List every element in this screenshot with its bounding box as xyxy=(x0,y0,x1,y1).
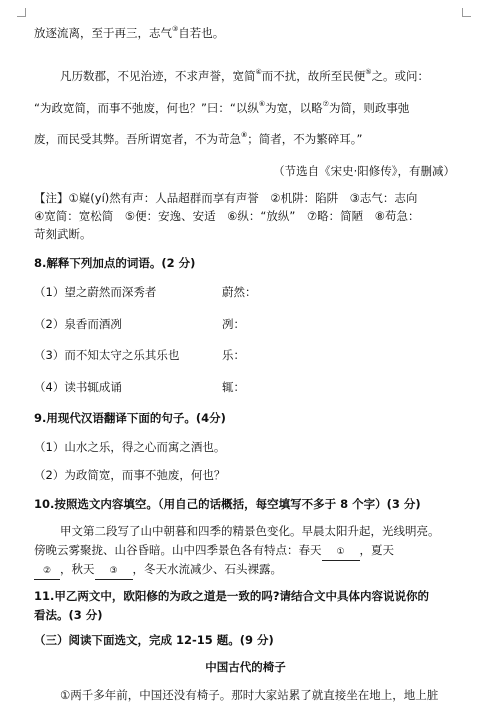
text-line: “为政宽简，而事不弛废，何也？”曰：“以纵⑥为宽，以略⑦为简，则政事弛 xyxy=(34,100,410,115)
q8-item: （3）而不知太守之乐其乐也 xyxy=(34,348,180,362)
q10-text: ② ，秋天 ③ ，冬天水流减少、石头裸露。 xyxy=(34,561,282,580)
question-8-title: 8.解释下列加点的词语。(2 分) xyxy=(34,256,196,270)
crop-mark-top-left xyxy=(17,8,26,17)
q10-text: 甲文第二段写了山中朝暮和四季的精景色变化。早晨太阳升起，光线明亮。 xyxy=(60,524,440,538)
q8-word: 乐： xyxy=(222,348,245,362)
q8-word: 冽： xyxy=(222,317,245,331)
fill-blank-2[interactable]: ② xyxy=(34,561,60,580)
q8-word: 辄： xyxy=(222,380,245,394)
q9-sentence: （1）山水之乐，得之心而寓之酒也。 xyxy=(34,440,226,454)
question-11-title: 看法。(3 分) xyxy=(34,608,103,622)
notes-line: 【注】①嶷(yí)然有声：人品超群而享有声誉 ②机阱：陷阱 ③志气：志向 xyxy=(34,191,418,205)
section-heading: （三）阅读下面选文，完成 12-15 题。(9 分) xyxy=(34,633,274,647)
q8-item: （2）泉香而酒冽 xyxy=(34,317,122,331)
text-line: 凡历数郡，不见治迹，不求声誉，宽简④而不扰，故所至民便⑤之。或问： xyxy=(60,68,430,83)
q9-sentence: （2）为政简宽，而事不弛废，何也？ xyxy=(34,468,226,482)
notes-line: 苛刻武断。 xyxy=(34,227,92,241)
footnote-ref: ③ xyxy=(172,25,179,34)
article-title: 中国古代的椅子 xyxy=(205,660,286,674)
q8-item: （1）望之蔚然而深秀者 xyxy=(34,285,157,299)
question-11-title: 11.甲乙两文中，欧阳修的为政之道是一致的吗?请结合文中具体内容说说你的 xyxy=(34,589,430,603)
fill-blank-1[interactable]: ① xyxy=(322,542,360,561)
q10-text: 傍晚云雾聚拢、山谷昏暗。山中四季景色各有特点：春天 ① ，夏天 xyxy=(34,542,394,561)
crop-mark-top-right xyxy=(462,8,471,17)
q8-item: （4）读书辄成诵 xyxy=(34,380,122,394)
q8-word: 蔚然： xyxy=(222,285,257,299)
source-citation: （节选自《宋史·阳修传》，有删减） xyxy=(273,164,455,178)
notes-line: ④宽简：宽松简 ⑤便：安逸、安适 ⑥纵：“放纵” ⑦略：简陋 ⑧苟急： xyxy=(34,209,420,223)
question-9-title: 9.用现代汉语翻译下面的句子。(4分) xyxy=(34,411,226,425)
question-10-title: 10.按照选文内容填空。（用自己的话概括，每空填写不多于 8 个字）(3 分) xyxy=(34,497,421,511)
article-text: ①两千多年前，中国还没有椅子。那时大家站累了就直接坐在地上，地上脏 xyxy=(60,688,439,702)
fill-blank-3[interactable]: ③ xyxy=(95,561,133,580)
text-line: 废，而民受其弊。吾所谓宽者，不为苛急⑧；简者，不为繁碎耳。” xyxy=(34,131,363,146)
text-line: 放逐流离，至于再三，志气③自若也。 xyxy=(34,25,225,40)
